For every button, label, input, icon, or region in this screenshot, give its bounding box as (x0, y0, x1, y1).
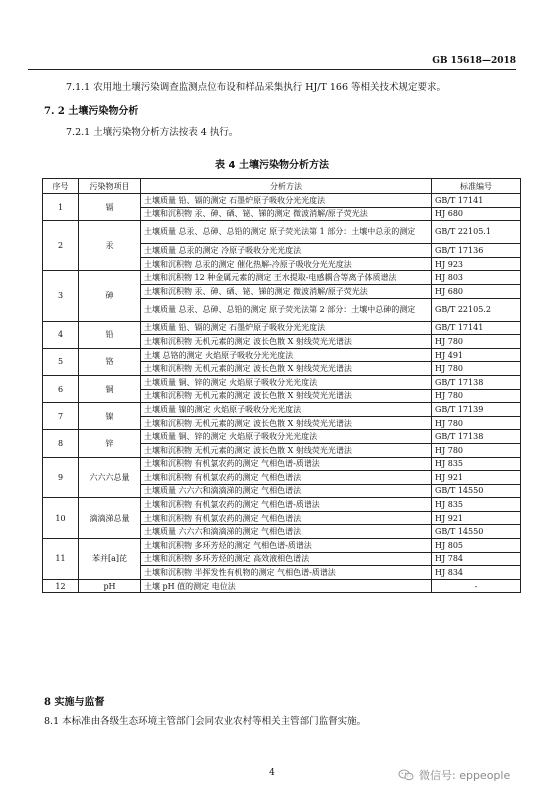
cell-method: 土壤质量 六六六和滴滴涕的测定 气相色谱法 (141, 525, 432, 539)
cell-no: 11 (43, 539, 79, 580)
cell-standard-code: HJ 680 (432, 284, 521, 298)
table-row (43, 403, 521, 417)
cell-method: 土壤和沉积物 总汞的测定 催化热解-冷原子吸收分光光度法 (141, 257, 432, 271)
cell-no: 9 (43, 457, 79, 498)
cell-standard-code: HJ 780 (432, 416, 521, 430)
cell-method: 土壤和沉积物 无机元素的测定 波长色散 X 射线荧光光谱法 (141, 416, 432, 430)
cell-standard-code: - (432, 579, 521, 593)
cell-pollutant: 铬 (79, 348, 141, 375)
cell-standard-code: HJ 780 (432, 389, 521, 403)
header-method: 分析方法 (141, 179, 432, 194)
wechat-icon (398, 769, 414, 781)
table-row (43, 498, 521, 512)
table-header-row (43, 179, 521, 194)
cell-method: 土壤质量 铅、镉的测定 石墨炉原子吸收分光光度法 (141, 194, 432, 208)
cell-method: 土壤质量 总汞的测定 冷原子吸收分光光度法 (141, 244, 432, 258)
cell-no: 7 (43, 403, 79, 430)
cell-standard-code: GB/T 17136 (432, 244, 521, 258)
cell-method: 土壤 pH 值的测定 电位法 (141, 579, 432, 593)
cell-standard-code: HJ 923 (432, 257, 521, 271)
header-rule (28, 69, 516, 70)
cell-standard-code: GB/T 17139 (432, 403, 521, 417)
cell-method: 土壤质量 镍的测定 火焰原子吸收分光光度法 (141, 403, 432, 417)
standard-code: GB 15618—2018 (432, 56, 516, 66)
paragraph-7-1-1: 7.1.1 农用地土壤污染调查监测点位布设和样品采集执行 HJ/T 166 等相关技术规定要求。 (66, 82, 447, 93)
header-code: 标准编号 (432, 179, 521, 194)
cell-no: 12 (43, 579, 79, 593)
cell-method: 土壤质量 总汞、总砷、总铅的测定 原子荧光法第 1 部分：土壤中总汞的测定 (141, 221, 432, 244)
cell-standard-code: GB/T 14550 (432, 484, 521, 498)
cell-method: 土壤和沉积物 半挥发性有机物的测定 气相色谱-质谱法 (141, 566, 432, 580)
cell-standard-code: HJ 780 (432, 443, 521, 457)
cell-pollutant: 滴滴涕总量 (79, 498, 141, 539)
cell-standard-code: HJ 780 (432, 335, 521, 349)
cell-standard-code: HJ 784 (432, 552, 521, 566)
cell-standard-code: GB/T 17141 (432, 194, 521, 208)
table-row (43, 430, 521, 444)
cell-standard-code: GB/T 17138 (432, 375, 521, 389)
cell-method: 土壤和沉积物 汞、砷、硒、铋、锑的测定 微波消解/原子荧光法 (141, 284, 432, 298)
cell-pollutant: 六六六总量 (79, 457, 141, 498)
paragraph-7-2-1: 7.2.1 土壤污染物分析方法按表 4 执行。 (66, 127, 239, 138)
cell-no: 2 (43, 221, 79, 271)
cell-method: 土壤和沉积物 多环芳烃的测定 气相色谱-质谱法 (141, 539, 432, 553)
cell-standard-code: HJ 491 (432, 348, 521, 362)
cell-standard-code: HJ 921 (432, 471, 521, 485)
cell-standard-code: HJ 680 (432, 207, 521, 221)
table-row (43, 539, 521, 553)
header-item: 污染物项目 (79, 179, 141, 194)
cell-no: 8 (43, 430, 79, 457)
cell-no: 4 (43, 321, 79, 348)
cell-method: 土壤和沉积物 多环芳烃的测定 高效液相色谱法 (141, 552, 432, 566)
cell-pollutant: 砷 (79, 271, 141, 321)
cell-standard-code: HJ 780 (432, 362, 521, 376)
table-row (43, 194, 521, 208)
cell-standard-code: GB/T 17141 (432, 321, 521, 335)
cell-method: 土壤 总铬的测定 火焰原子吸收分光光度法 (141, 348, 432, 362)
cell-standard-code: GB/T 22105.1 (432, 221, 521, 244)
cell-no: 1 (43, 194, 79, 221)
cell-standard-code: HJ 803 (432, 271, 521, 285)
table-row (43, 221, 521, 244)
table-body (43, 194, 521, 593)
cell-standard-code: GB/T 14550 (432, 525, 521, 539)
cell-method: 土壤质量 总汞、总砷、总铅的测定 原子荧光法第 2 部分：土壤中总砷的测定 (141, 298, 432, 321)
cell-method: 土壤和沉积物 无机元素的测定 波长色散 X 射线荧光光谱法 (141, 335, 432, 349)
cell-standard-code: GB/T 17138 (432, 430, 521, 444)
cell-no: 5 (43, 348, 79, 375)
page-number: 4 (269, 768, 275, 778)
cell-method: 土壤和沉积物 无机元素的测定 波长色散 X 射线荧光光谱法 (141, 443, 432, 457)
cell-standard-code: HJ 835 (432, 457, 521, 471)
section-heading-8: 8 实施与监督 (44, 697, 105, 708)
section-heading-7-2: 7. 2 土壤污染物分析 (44, 106, 139, 117)
cell-pollutant: 铜 (79, 375, 141, 402)
paragraph-8-1: 8.1 本标准由各级生态环境主管部门会同农业农村等相关主管部门监督实施。 (44, 716, 367, 727)
table-row (43, 457, 521, 471)
cell-pollutant: pH (79, 579, 141, 593)
cell-method: 土壤质量 铅、镉的测定 石墨炉原子吸收分光光度法 (141, 321, 432, 335)
cell-method: 土壤和沉积物 有机氯农药的测定 气相色谱法 (141, 511, 432, 525)
cell-no: 3 (43, 271, 79, 321)
cell-method: 土壤和沉积物 12 种金属元素的测定 王水提取-电感耦合等离子体质谱法 (141, 271, 432, 285)
analysis-methods-table (42, 178, 521, 593)
table-row (43, 579, 521, 593)
cell-standard-code: HJ 835 (432, 498, 521, 512)
cell-method: 土壤和沉积物 有机氯农药的测定 气相色谱法 (141, 471, 432, 485)
cell-method: 土壤质量 铜、锌的测定 火焰原子吸收分光光度法 (141, 430, 432, 444)
cell-method: 土壤和沉积物 有机氯农药的测定 气相色谱-质谱法 (141, 498, 432, 512)
cell-method: 土壤和沉积物 无机元素的测定 波长色散 X 射线荧光光谱法 (141, 362, 432, 376)
cell-standard-code: HJ 805 (432, 539, 521, 553)
header-no: 序号 (43, 179, 79, 194)
watermark (398, 767, 510, 783)
cell-no: 10 (43, 498, 79, 539)
watermark-text: 微信号: eppeople (419, 769, 511, 782)
cell-method: 土壤和沉积物 无机元素的测定 波长色散 X 射线荧光光谱法 (141, 389, 432, 403)
cell-pollutant: 苯并[a]芘 (79, 539, 141, 580)
cell-pollutant: 镍 (79, 403, 141, 430)
cell-pollutant: 铅 (79, 321, 141, 348)
cell-standard-code: HJ 834 (432, 566, 521, 580)
table-row (43, 321, 521, 335)
table-caption: 表 4 土壤污染物分析方法 (215, 160, 329, 171)
cell-no: 6 (43, 375, 79, 402)
cell-method: 土壤质量 六六六和滴滴涕的测定 气相色谱法 (141, 484, 432, 498)
table-row (43, 348, 521, 362)
cell-method: 土壤质量 铜、锌的测定 火焰原子吸收分光光度法 (141, 375, 432, 389)
table-row (43, 375, 521, 389)
cell-standard-code: HJ 921 (432, 511, 521, 525)
cell-method: 土壤和沉积物 有机氯农药的测定 气相色谱-质谱法 (141, 457, 432, 471)
cell-pollutant: 锌 (79, 430, 141, 457)
cell-standard-code: GB/T 22105.2 (432, 298, 521, 321)
cell-pollutant: 镉 (79, 194, 141, 221)
cell-method: 土壤和沉积物 汞、砷、硒、铋、锑的测定 微波消解/原子荧光法 (141, 207, 432, 221)
cell-pollutant: 汞 (79, 221, 141, 271)
table-row (43, 271, 521, 285)
